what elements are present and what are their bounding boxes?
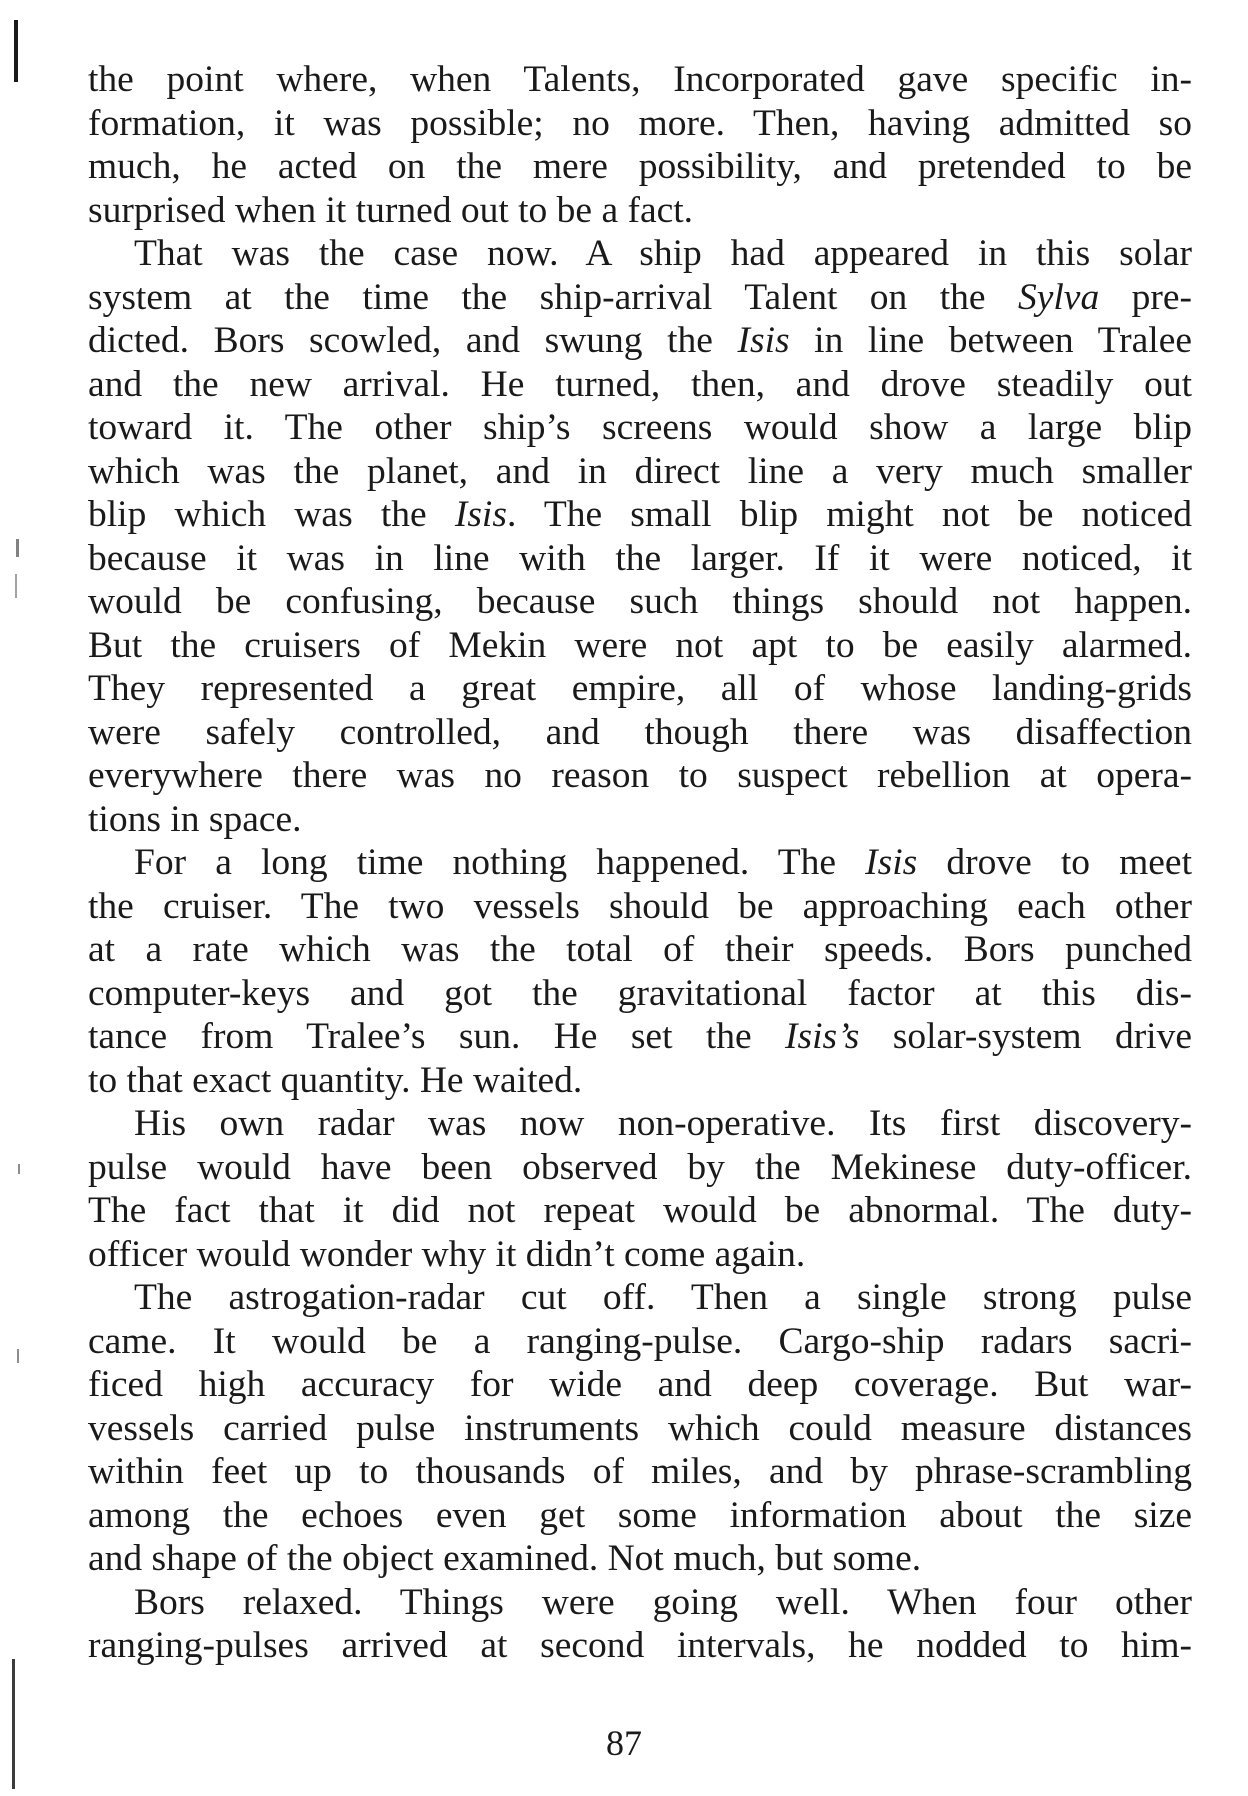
text-line: The fact that it did not repeat would be abnormal. The duty- [88,1190,1192,1231]
text-line: system at the time the ship-arrival Talent on the Sylva pre- [88,276,1192,318]
text-line: among the echoes even get some information about the size [88,1494,1192,1536]
text-line: to that exact quantity. He waited. [88,1059,583,1101]
text-line: surprised when it turned out to be a fact. [88,189,694,231]
text-line: They represented a great empire, all of whose landing-grids [88,668,1192,709]
text-line: the cruiser. The two vessels should be approaching each other [88,885,1192,927]
body-text [88,58,1192,1668]
text-line: formation, it was possible; no more. Then, having admitted so [88,102,1192,144]
page-number: 87 [606,1723,642,1763]
text-line: would be confusing, because such things should not happen. [88,581,1192,622]
text-line: Bors relaxed. Things were going well. When four other [134,1581,1192,1623]
text-line: came. It would be a ranging-pulse. Cargo-ship radars sacri- [88,1320,1192,1362]
text-line: officer would wonder why it didn’t come again. [88,1233,806,1275]
text-line: blip which was the Isis. The small blip might not be noticed [88,494,1192,535]
paragraph [88,1276,1192,1581]
scan-speck [16,539,19,557]
text-line: dicted. Bors scowled, and swung the Isis in line between Tralee [88,320,1192,361]
text-line: For a long time nothing happened. The Isis drove to meet [134,842,1192,883]
text-line: computer-keys and got the gravitational factor at this dis- [88,972,1192,1014]
text-line: vessels carried pulse instruments which could measure distances [88,1407,1192,1449]
scan-speck [18,1164,20,1174]
text-line: His own radar was now non-operative. Its first discovery- [134,1103,1192,1144]
paragraph [88,841,1192,1102]
text-line: ficed high accuracy for wide and deep coverage. But war- [88,1364,1192,1405]
text-line: ranging-pulses arrived at second intervals, he nodded to him- [88,1625,1192,1666]
scan-gutter-marks [10,14,36,1794]
text-line: The astrogation-radar cut off. Then a single strong pulse [134,1277,1192,1318]
text-line: and shape of the object examined. Not much, but some. [88,1538,922,1579]
paragraph [88,58,1192,232]
text-line: were safely controlled, and though there was disaffection [88,711,1192,753]
text-line: everywhere there was no reason to suspect rebellion at opera- [88,755,1192,796]
text-line: and the new arrival. He turned, then, and drove steadily out [88,363,1192,405]
text-line: at a rate which was the total of their speeds. Bors punched [88,929,1192,970]
text-line: toward it. The other ship’s screens would show a large blip [88,407,1192,448]
text-line: because it was in line with the larger. If it were noticed, it [88,537,1192,579]
text-line: which was the planet, and in direct line a very much smaller [88,450,1192,492]
binding-edge-mark [14,20,18,82]
scan-speck [17,1349,19,1363]
text-line: the point where, when Talents, Incorporated gave specific in- [88,59,1192,100]
text-line: within feet up to thousands of miles, and by phrase-scrambling [88,1451,1192,1492]
paragraph [88,1102,1192,1276]
paragraph [88,1581,1192,1668]
text-line: But the cruisers of Mekin were not apt to be easily alarmed. [88,624,1192,666]
text-line: pulse would have been observed by the Mekinese duty-officer. [88,1146,1192,1188]
text-line: tions in space. [88,798,302,840]
text-line: much, he acted on the mere possibility, and pretended to be [88,146,1192,187]
scan-speck [15,574,17,598]
text-line: tance from Tralee’s sun. He set the Isis’s solar-system drive [88,1016,1192,1057]
text-line: That was the case now. A ship had appeared in this solar [134,233,1192,274]
paragraph [88,232,1192,841]
